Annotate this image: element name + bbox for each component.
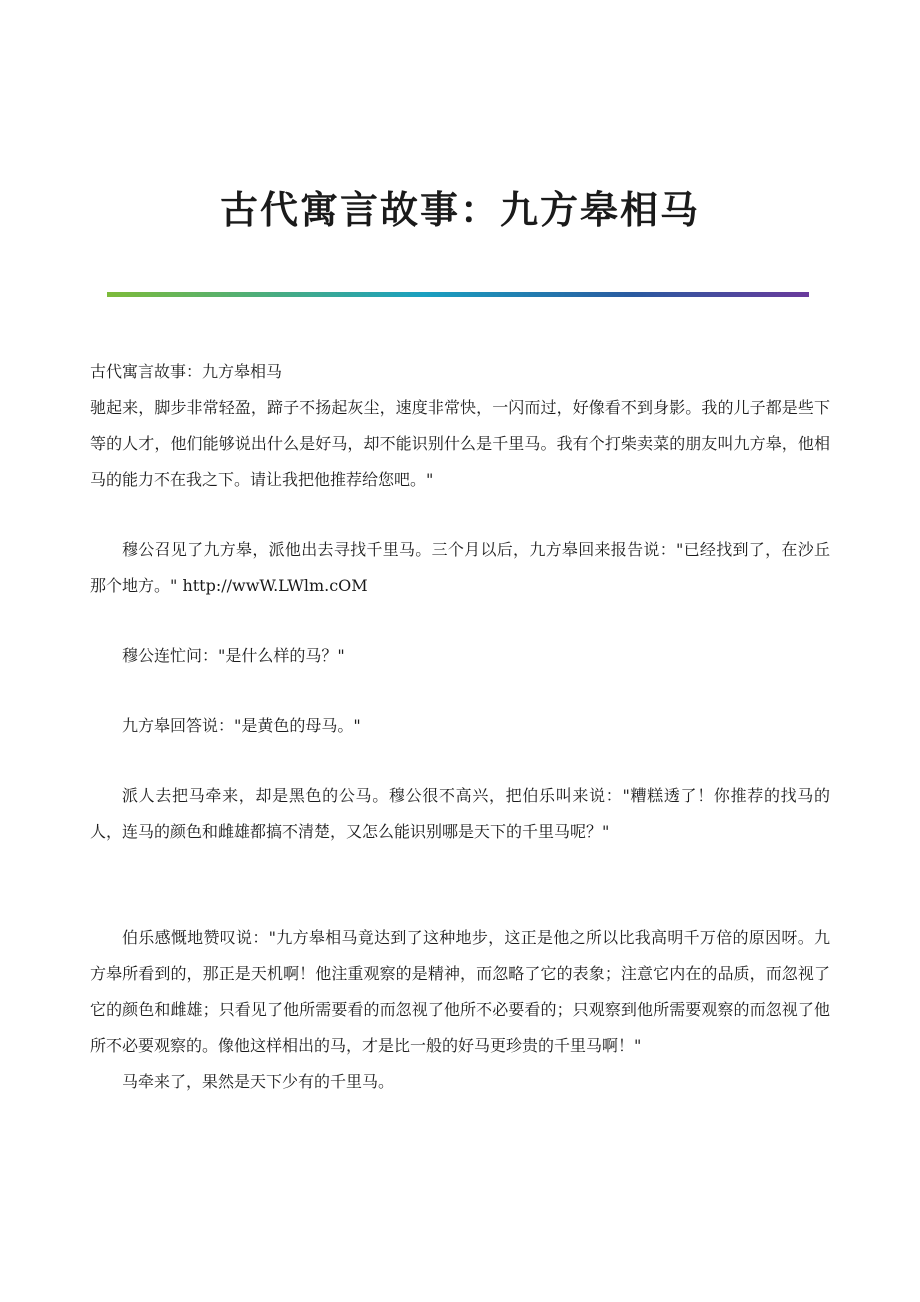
subtitle: 古代寓言故事：九方皋相马 — [90, 362, 283, 381]
document-title: 古代寓言故事：九方皋相马 — [219, 187, 700, 232]
paragraph-7: 马牵来了，果然是天下少有的千里马。 — [122, 1072, 395, 1091]
paragraph-2: 穆公召见了九方皋，派他出去寻找千里马。三个月以后，九方皋回来报告说："已经找到了，在沙丘那个地方。" http://wwW.LWlm.cOM — [90, 540, 830, 595]
paragraph-1: 驰起来，脚步非常轻盈，蹄子不扬起灰尘，速度非常快，一闪而过，好像看不到身影。我的儿子都是些下等的人才，他们能够说出什么是好马，却不能识别什么是千里马。我有个打柴卖菜的朋友叫九方皋，他相马的能力不在我之下。请让我把他推荐给您吧。" — [90, 398, 830, 489]
paragraph-6: 伯乐感慨地赞叹说："九方皋相马竟达到了这种地步，这正是他之所以比我高明千万倍的原因呀。九方皋所看到的，那正是天机啊！他注重观察的是精神，而忽略了它的表象；注意它内在的品质，而忽视了它的颜色和雌雄；只看见了他所需要看的而忽视了他所不必要看的；只观察到他所需要观察的而忽视了他所不必要观察的。像他这样相出的马，才是比一般的好马更珍贵的千里马啊！" — [90, 928, 830, 1055]
paragraph-5: 派人去把马牵来，却是黑色的公马。穆公很不高兴，把伯乐叫来说："糟糕透了！你推荐的找马的人，连马的颜色和雌雄都搞不清楚，又怎么能识别哪是天下的千里马呢？" — [90, 786, 830, 841]
document-body — [90, 354, 830, 1100]
paragraph-3: 穆公连忙问："是什么样的马？" — [122, 646, 345, 665]
title-divider — [107, 292, 809, 297]
paragraph-4: 九方皋回答说："是黄色的母马。" — [122, 716, 361, 735]
